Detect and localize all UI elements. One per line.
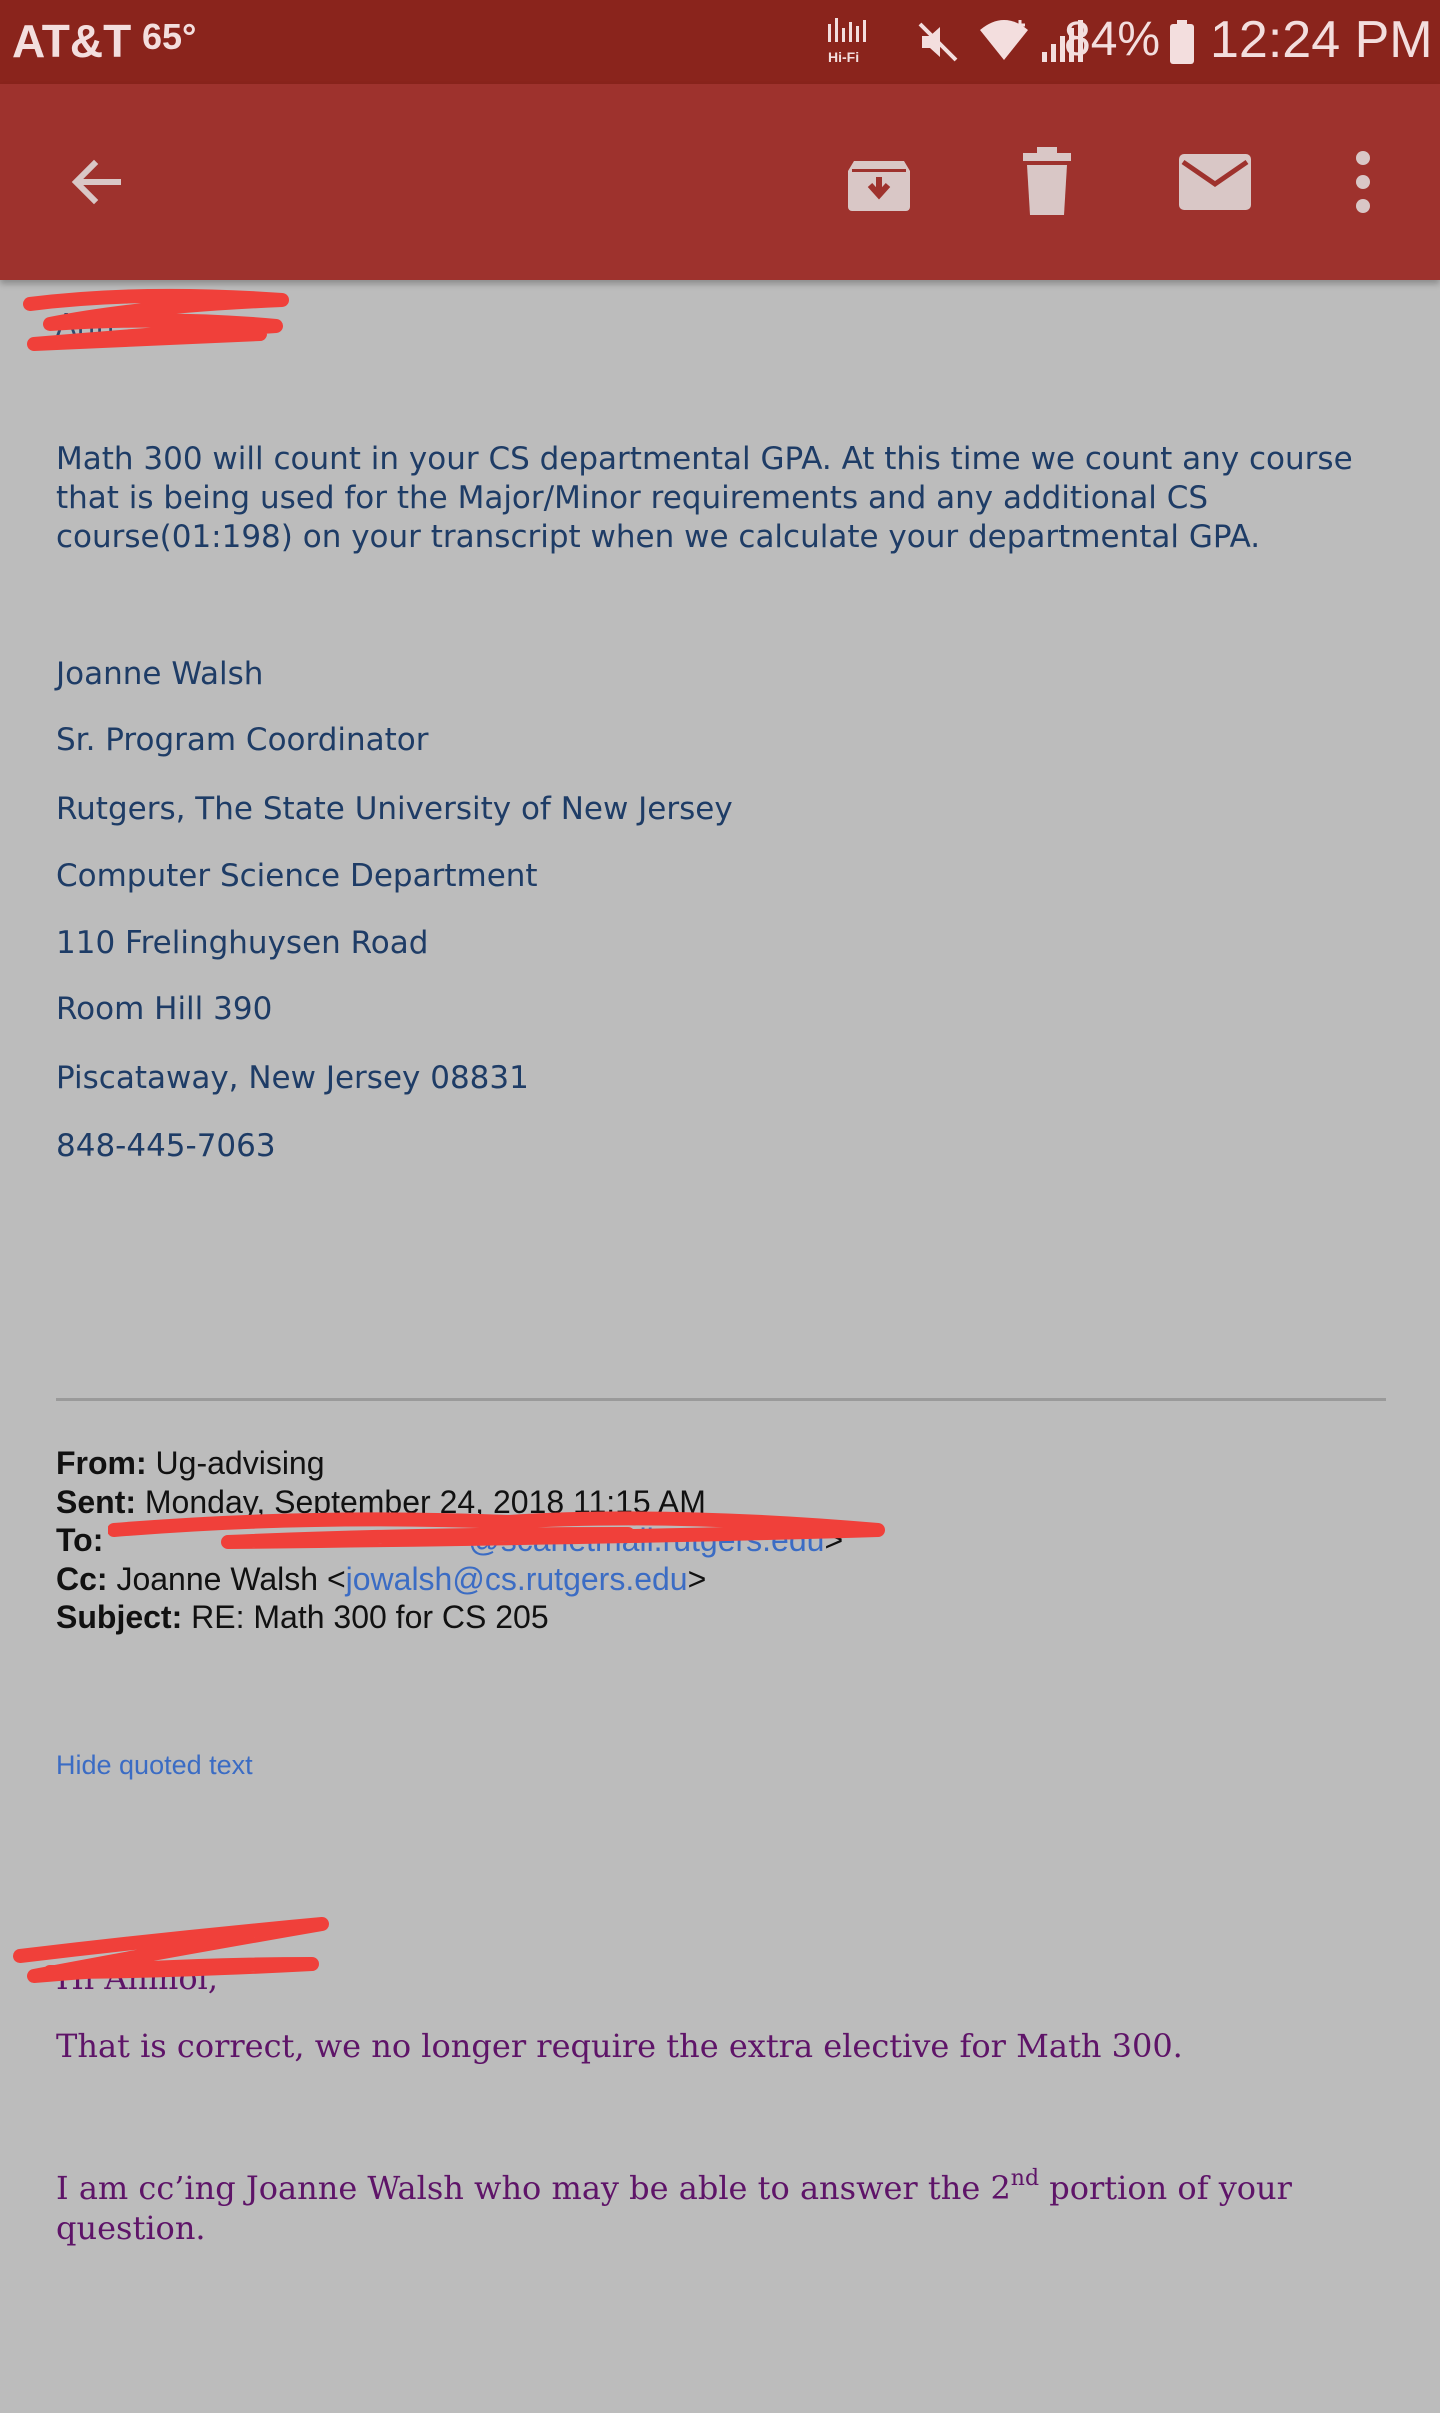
- clock: 12:24 PM: [1210, 11, 1433, 69]
- quoted-header: [56, 1444, 1396, 1637]
- hide-quoted-text-link[interactable]: Hide quoted text: [56, 1750, 253, 1780]
- signature-university: Rutgers, The State University of New Jersey: [56, 791, 733, 827]
- from-label: From:: [56, 1445, 147, 1481]
- quoted-line-2-end: portion of your question.: [56, 2169, 1292, 2247]
- carrier-label: AT&T: [12, 15, 132, 67]
- cc-email-link[interactable]: jowalsh@cs.rutgers.edu: [345, 1560, 688, 1597]
- status-icons: [820, 12, 1094, 72]
- email-toolbar: [0, 84, 1440, 280]
- signature-street: 110 Frelinghuysen Road: [56, 925, 429, 961]
- sent-line: [56, 1483, 1396, 1522]
- to-line: To: @scarletmail.rutgers.edu>: [56, 1522, 844, 1558]
- status-bar: [0, 0, 1440, 84]
- temperature-label: 65°: [142, 16, 197, 57]
- delete-button[interactable]: [991, 126, 1103, 238]
- subject-line: [56, 1598, 1396, 1637]
- mute-icon: [908, 12, 968, 72]
- quoted-divider: [56, 1398, 1386, 1401]
- signature-city: Piscataway, New Jersey 08831: [56, 1060, 529, 1096]
- ordinal-suffix: nd: [1010, 2166, 1040, 2192]
- quoted-line-1: That is correct, we no longer require the extra elective for Math 300.: [56, 2027, 1183, 2065]
- subject-label: Subject:: [56, 1599, 183, 1635]
- to-value[interactable]: @scarletmail.rutgers.edu: [468, 1522, 825, 1558]
- wifi-icon: [974, 12, 1034, 72]
- cc-line: [56, 1560, 1396, 1599]
- signature-department: Computer Science Department: [56, 858, 538, 894]
- signature-name: Joanne Walsh: [56, 656, 264, 692]
- email-body-paragraph: Math 300 will count in your CS departmental GPA. At this time we count any course that is being used for the Major/Minor requirements and any additional CS course(01:198) on your transcript when we calculate your departmental GPA.: [56, 441, 1353, 555]
- archive-icon: [844, 147, 914, 217]
- hifi-label: Hi-Fi: [828, 49, 860, 65]
- greeting-redacted: Ann: [56, 308, 115, 343]
- signature-room: Room Hill 390: [56, 991, 273, 1027]
- trash-icon: [1017, 147, 1077, 217]
- hifi-icon: [820, 12, 880, 72]
- sent-label: Sent:: [56, 1483, 136, 1520]
- more-options-button[interactable]: [1307, 126, 1419, 238]
- mark-unread-button[interactable]: [1159, 126, 1271, 238]
- to-label: To:: [56, 1522, 104, 1558]
- cc-label: Cc:: [56, 1560, 108, 1597]
- signature-title: Sr. Program Coordinator: [56, 722, 429, 758]
- from-value: Ug-advising: [155, 1445, 325, 1481]
- quoted-line-2-start: I am cc’ing Joanne Walsh who may be able to answer the 2: [56, 2169, 1011, 2207]
- quoted-greeting: Hi Anmol,: [56, 1959, 219, 1997]
- quoted-line-2: [56, 2168, 1396, 2248]
- cc-close: >: [687, 1560, 707, 1597]
- back-button[interactable]: [40, 126, 152, 238]
- sent-value: Monday, September 24, 2018 11:15 AM: [144, 1483, 706, 1520]
- battery-percent: 84%: [1064, 13, 1161, 66]
- from-line: [56, 1444, 1396, 1483]
- battery-icon: [1168, 20, 1196, 64]
- mail-icon: [1177, 152, 1253, 212]
- cc-name: Joanne Walsh <: [116, 1560, 346, 1597]
- archive-button[interactable]: [823, 126, 935, 238]
- back-arrow-icon: [64, 150, 128, 214]
- more-vert-icon: [1353, 150, 1373, 214]
- signature-phone[interactable]: 848-445-7063: [56, 1128, 276, 1164]
- subject-value: RE: Math 300 for CS 205: [191, 1599, 549, 1635]
